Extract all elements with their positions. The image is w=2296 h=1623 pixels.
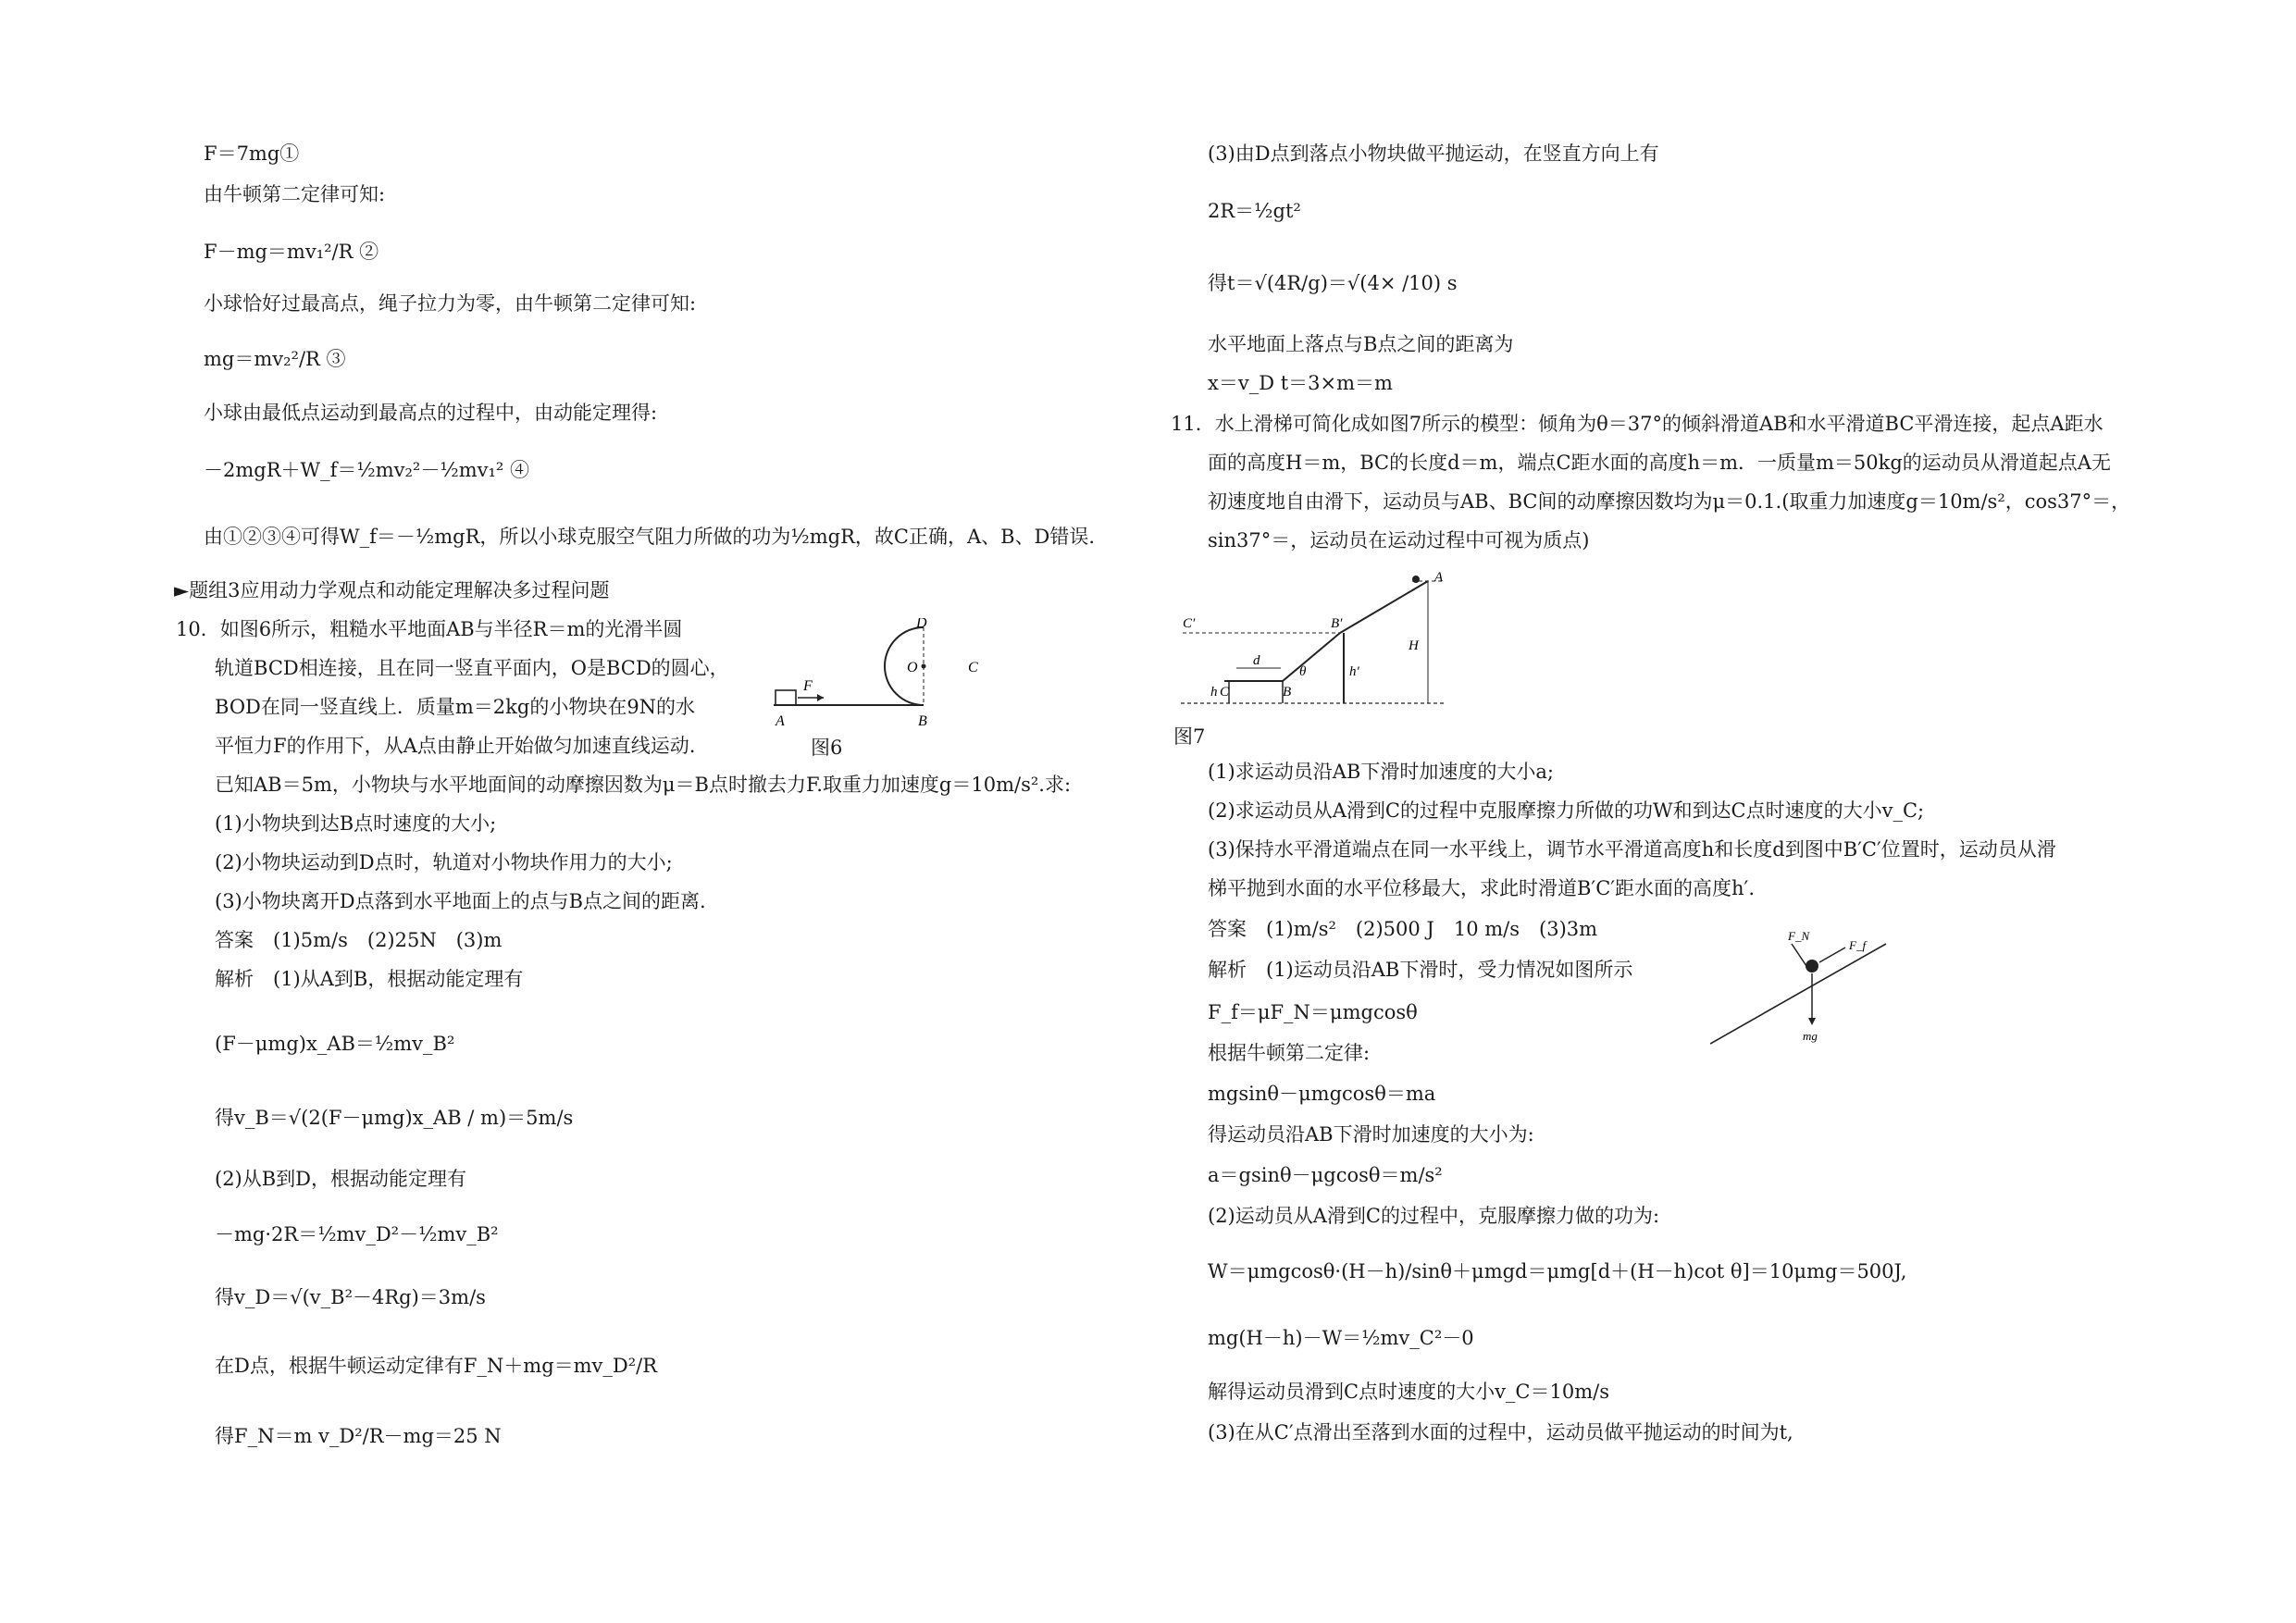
label-h2: h′ [1349,664,1359,679]
problem-11-line: 11．水上滑梯可简化成如图7所示的模型：倾角为θ＝37°的倾斜滑道AB和水平滑道BC平滑连接，起点A距水 [1171,413,2104,435]
solution-line: 得运动员沿AB下滑时加速度的大小为: [1208,1123,1534,1146]
label-B: B [918,713,927,729]
label-C: C [1220,685,1230,700]
eq-line: 2R＝½gt² [1208,200,1301,222]
question-line: (3)保持水平滑道端点在同一水平线上，调节水平滑道高度h和长度d到图中B′C′位置时，运动员从滑 [1208,838,2056,861]
problem-10-line: 10．如图6所示，粗糙水平地面AB与半径R＝m的光滑半圆 [176,618,683,640]
problem-10-line: BOD在同一竖直线上．质量m＝2kg的小物块在9N的水 [215,696,696,718]
solution-line: 根据牛顿第二定律: [1208,1042,1371,1064]
text-line: 小球由最低点运动到最高点的过程中，由动能定理得: [204,402,658,424]
problem-11-line: 面的高度H＝m，BC的长度d＝m，端点C距水面的高度h＝m．一质量m＝50kg的运动员从滑道起点A无 [1208,452,2111,474]
problem-11-line: 初速度地自由滑下，运动员与AB、BC间的动摩擦因数均为μ＝0.1.(取重力加速度g＝10m/s²，cos37°＝， [1208,490,2131,513]
figure-6-caption: 图6 [811,737,843,759]
eq-line: F＝7mg① [204,142,300,165]
question-line: 梯平抛到水面的水平位移最大，求此时滑道B′C′距水面的高度h′. [1208,877,1756,899]
label-B2: B′ [1331,616,1343,631]
eq-line: W＝μmgcosθ·(H－h)/sinθ＋μmgd＝μmg[d＋(H－h)cot θ]＝10μmg＝500J, [1208,1260,1907,1282]
eq-line: 得v_D＝√(v_B²－4Rg)＝3m/s [215,1286,486,1308]
label-FN: F_N [1788,929,1810,943]
solution-line: 解得运动员滑到C点时速度的大小v_C＝10m/s [1208,1381,1609,1403]
eq-line: mg(H－h)－W＝½mv_C²－0 [1208,1327,1474,1349]
problem-10-line: 轨道BCD相连接，且在同一竖直平面内，O是BCD的圆心， [215,657,729,679]
label-Ff: F_f [1849,938,1867,952]
problem-10-line: 已知AB＝5m，小物块与水平地面间的动摩擦因数为μ＝B点时撤去力F.取重力加速度g＝10m/s².求: [215,774,1072,796]
label-H: H [1409,638,1419,653]
label-D: D [916,618,927,631]
eq-line: (F－μmg)x_AB＝½mv_B² [215,1033,455,1055]
label-C2: C′ [1183,616,1196,631]
semicircle-track [885,627,924,705]
eq-line: 得F_N＝m v_D²/R－mg＝25 N [215,1425,502,1447]
eq-line: a＝gsinθ－μgcosθ＝m/s² [1208,1164,1443,1186]
label-A: A [776,713,785,729]
skier-icon [1412,576,1420,583]
section-heading: ►题组3应用动力学观点和动能定理解决多过程问题 [174,579,610,601]
problem-11-line: sin37°＝，运动员在运动过程中可视为质点) [1208,529,1590,551]
slope-AB [1340,581,1428,633]
problem-10-line: 平恒力F的作用下，从A点由静止开始做匀加速直线运动. [215,735,696,757]
solution-line: (3)由D点到落点小物块做平抛运动，在竖直方向上有 [1208,142,1659,165]
question-line: (1)小物块到达B点时速度的大小; [215,812,497,835]
eq-line: F－mg＝mv₁²/R ② [204,241,379,263]
solution-line: 解析 (1)从A到B，根据动能定理有 [215,968,524,990]
solution-line: (2)运动员从A滑到C的过程中，克服摩擦力做的功为: [1208,1205,1660,1227]
question-line: (3)小物块离开D点落到水平地面上的点与B点之间的距离. [215,890,706,912]
solution-line: (2)从B到D，根据动能定理有 [215,1168,467,1190]
question-line: (2)小物块运动到D点时，轨道对小物块作用力的大小; [215,851,673,873]
eq-line: 得t＝√(4R/g)＝√(4× /10) s [1208,272,1458,294]
eq-line: x＝v_D t＝3×m＝m [1208,372,1393,394]
incline [1710,944,1886,1044]
eq-line: 在D点，根据牛顿运动定律有F_N＋mg＝mv_D²/R [215,1355,658,1377]
label-mg: mg [1803,1029,1818,1043]
block [776,690,796,705]
figure-7 [1173,566,1451,714]
label-O: O [907,660,918,675]
figure-6 [766,618,988,757]
eq-line: mg＝mv₂²/R ③ [204,348,346,370]
force-diagram [1710,925,1895,1055]
label-h: h [1210,685,1218,700]
answer-line: 答案 (1)m/s² (2)500 J 10 m/s (3)3m [1208,918,1598,940]
eq-line: mgsinθ－μmgcosθ＝ma [1208,1083,1436,1105]
label-A: A [1434,570,1444,585]
eq-line: －mg·2R＝½mv_D²－½mv_B² [215,1223,499,1245]
solution-line: (3)在从C′点滑出至落到水面的过程中，运动员做平抛运动的时间为t, [1208,1421,1793,1443]
skier-icon [1806,960,1818,973]
question-line: (1)求运动员沿AB下滑时加速度的大小a; [1208,761,1554,783]
eq-line: －2mgR＋W_f＝½mv₂²－½mv₁² ④ [204,459,529,481]
eq-line: F_f＝μF_N＝μmgcosθ [1208,1001,1418,1023]
solution-line: 解析 (1)运动员沿AB下滑时，受力情况如图所示 [1208,959,1633,981]
question-line: (2)求运动员从A滑到C的过程中克服摩擦力所做的功W和到达C点时速度的大小v_C; [1208,799,1925,822]
label-B: B [1283,685,1292,700]
figure-7-caption: 图7 [1173,725,1206,748]
eq-line: 得v_B＝√(2(F－μmg)x_AB / m)＝5m/s [215,1107,574,1129]
solution-line: 水平地面上落点与B点之间的距离为 [1208,333,1514,355]
label-d: d [1253,653,1260,668]
answer-line: 答案 (1)5m/s (2)25N (3)m [215,929,503,951]
text-line: 由牛顿第二定律可知: [204,183,386,205]
label-C: C [968,660,978,675]
label-theta: θ [1299,664,1307,679]
text-line: 由①②③④可得W_f＝－½mgR，所以小球克服空气阻力所做的功为½mgR，故C正确，A、B、D错误. [204,526,1096,548]
text-line: 小球恰好过最高点，绳子拉力为零，由牛顿第二定律可知: [204,292,697,315]
label-F: F [803,678,813,694]
